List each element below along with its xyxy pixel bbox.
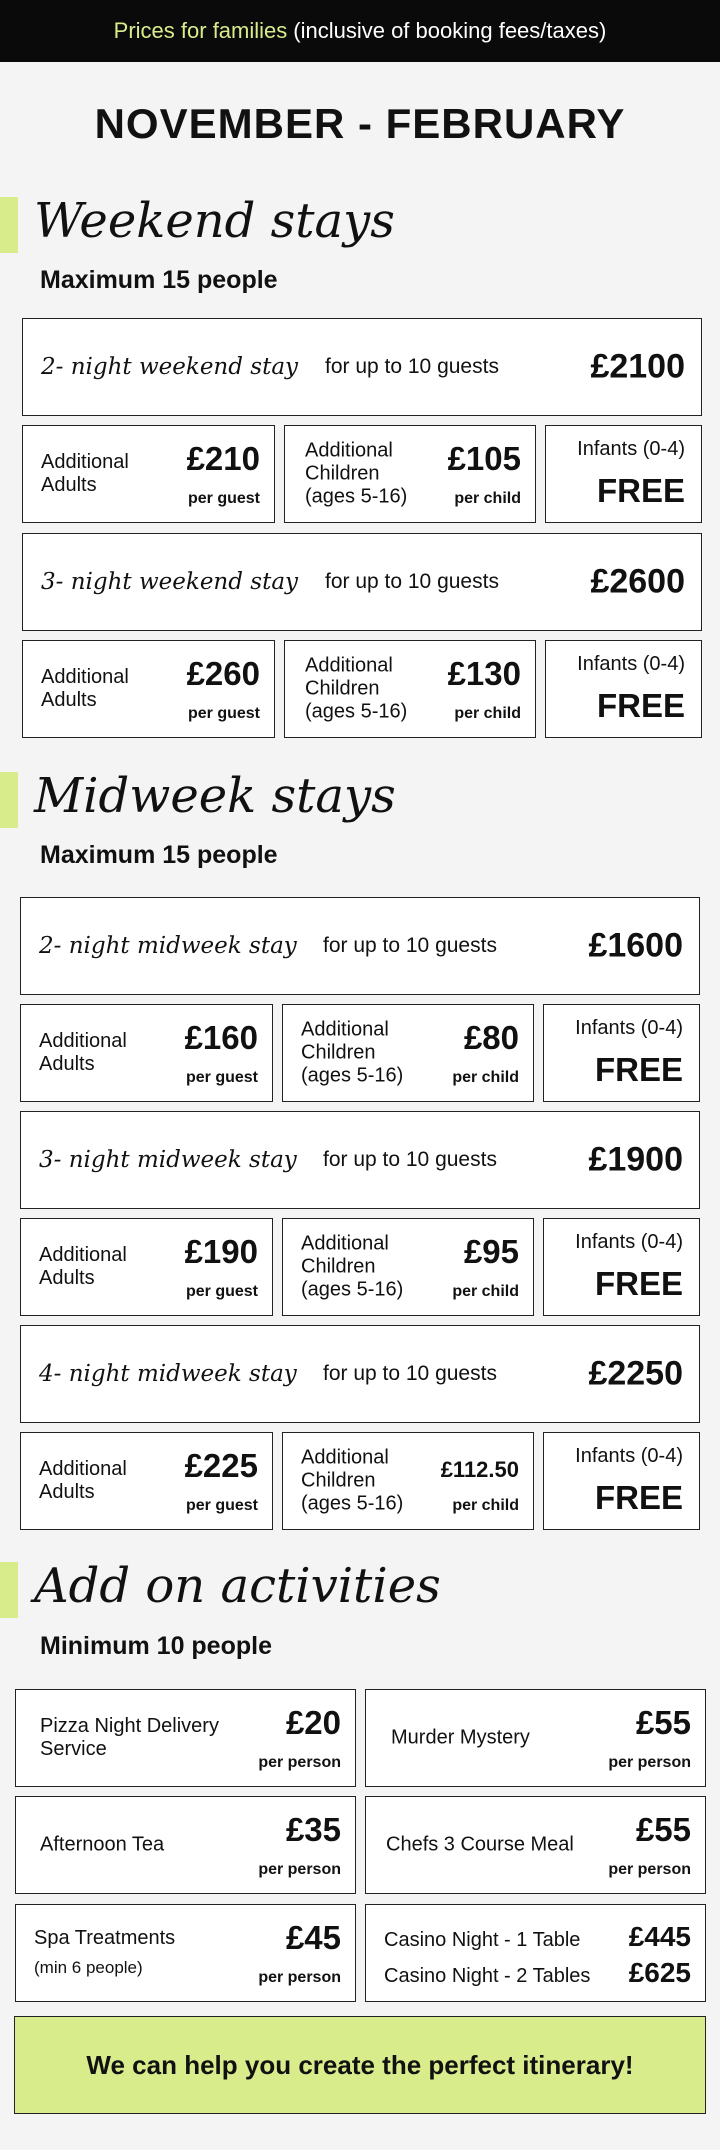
additional-children-unit: per child (452, 1283, 519, 1300)
weekend-title: Weekend stays (34, 193, 395, 249)
stay-price: £1900 (588, 1140, 683, 1179)
additional-adults-unit: per guest (187, 705, 260, 722)
additional-children-price: £130 (447, 655, 521, 692)
additional-adults-label: Additional Adults (39, 1030, 127, 1075)
banner-text: (inclusive of booking fees/taxes) (293, 18, 607, 43)
infants-label: Infants (0-4) (575, 1231, 683, 1253)
additional-children-card (284, 425, 536, 523)
additional-children-label: Additional Children (ages 5-16) (301, 1232, 404, 1301)
stay-guests: for up to 10 guests (323, 1148, 497, 1171)
additional-children-price: £112.50 (440, 1457, 519, 1482)
activity-price: £45 (285, 1919, 341, 1956)
infants-value: FREE (594, 1265, 683, 1302)
activity-unit: per person (258, 1969, 341, 1986)
additional-adults-price: £190 (184, 1233, 258, 1270)
casino-2-label: Casino Night - 2 Tables (384, 1965, 591, 1987)
activity-unit: per person (608, 1861, 691, 1878)
addons-subtitle: Minimum 10 people (40, 1632, 272, 1660)
additional-children-unit: per child (454, 490, 521, 507)
additional-adults-card (20, 1432, 273, 1530)
infants-card (545, 640, 702, 738)
activity-unit: per person (608, 1754, 691, 1771)
additional-adults-unit: per guest (185, 1497, 258, 1514)
additional-adults-price: £260 (186, 655, 260, 692)
activity-unit: per person (258, 1861, 341, 1878)
stay-name: 3- night weekend stay (41, 569, 299, 595)
stay-price: £1600 (588, 926, 683, 965)
infants-card (545, 425, 702, 523)
additional-adults-unit: per guest (185, 1283, 258, 1300)
additional-adults-price: £210 (186, 440, 260, 477)
top-banner (0, 0, 720, 62)
banner-accent-text: Prices for families (113, 18, 288, 43)
additional-adults-label: Additional Adults (39, 1458, 127, 1503)
additional-adults-price: £225 (184, 1447, 258, 1484)
casino-1-label: Casino Night - 1 Table (384, 1929, 581, 1951)
additional-children-card (282, 1432, 534, 1530)
activity-label: Chefs 3 Course Meal (386, 1833, 574, 1856)
infants-label: Infants (0-4) (575, 1445, 683, 1467)
additional-adults-label: Additional Adults (39, 1244, 127, 1289)
itinerary-cta: We can help you create the perfect itinerary! (14, 2016, 706, 2114)
infants-label: Infants (0-4) (577, 653, 685, 675)
additional-children-unit: per child (454, 705, 521, 722)
additional-children-label: Additional Children (ages 5-16) (301, 1018, 404, 1087)
section-accent-bar (0, 197, 18, 253)
activity-label: Afternoon Tea (40, 1833, 165, 1856)
weekend-subtitle: Maximum 15 people (40, 266, 278, 294)
infants-value: FREE (596, 472, 685, 509)
stay-name: 3- night midweek stay (39, 1147, 297, 1173)
infants-label: Infants (0-4) (577, 438, 685, 460)
activity-label: Pizza Night Delivery Service (40, 1715, 219, 1760)
stay-guests: for up to 10 guests (325, 355, 499, 378)
stay-card (20, 1111, 700, 1209)
additional-children-unit: per child (452, 1069, 519, 1086)
activity-price: £55 (635, 1811, 691, 1848)
activity-card-chefs-meal (365, 1796, 706, 1894)
additional-adults-card (22, 425, 275, 523)
activity-price: £20 (285, 1704, 341, 1741)
stay-card (22, 533, 702, 631)
additional-adults-label: Additional Adults (41, 451, 129, 496)
casino-1-price: £445 (628, 1921, 691, 1952)
activity-card-casino (365, 1904, 706, 2002)
additional-children-price: £95 (463, 1233, 519, 1270)
stay-card (22, 318, 702, 416)
additional-adults-unit: per guest (185, 1069, 258, 1086)
stay-price: £2250 (588, 1354, 683, 1393)
activity-label (34, 1927, 244, 1979)
infants-card (543, 1432, 700, 1530)
spa-note: (min 6 people) (34, 1958, 143, 1977)
infants-value: FREE (594, 1479, 683, 1516)
additional-children-label: Additional Children (ages 5-16) (301, 1446, 404, 1515)
additional-children-label: Additional Children (ages 5-16) (305, 654, 408, 723)
activity-label: Murder Mystery (391, 1726, 530, 1749)
additional-children-card (282, 1218, 534, 1316)
stay-name: 2- night weekend stay (41, 354, 299, 380)
additional-children-price: £80 (463, 1019, 519, 1056)
stay-guests: for up to 10 guests (325, 570, 499, 593)
section-accent-bar (0, 1562, 18, 1618)
infants-card (543, 1004, 700, 1102)
additional-children-card (282, 1004, 534, 1102)
additional-adults-unit: per guest (187, 490, 260, 507)
casino-row-1 (384, 1921, 691, 1953)
additional-children-price: £105 (447, 440, 521, 477)
stay-price: £2100 (590, 347, 685, 386)
additional-adults-card (20, 1004, 273, 1102)
midweek-title: Midweek stays (34, 768, 396, 824)
activity-card-murder-mystery (365, 1689, 706, 1787)
stay-name: 2- night midweek stay (39, 933, 297, 959)
midweek-subtitle: Maximum 15 people (40, 841, 278, 869)
infants-card (543, 1218, 700, 1316)
additional-adults-card (22, 640, 275, 738)
additional-children-card (284, 640, 536, 738)
activity-price: £35 (285, 1811, 341, 1848)
spa-label: Spa Treatments (34, 1927, 176, 1949)
activity-card-afternoon-tea (15, 1796, 356, 1894)
infants-value: FREE (594, 1051, 683, 1088)
activity-unit: per person (258, 1754, 341, 1771)
addons-title: Add on activities (34, 1558, 441, 1614)
stay-guests: for up to 10 guests (323, 934, 497, 957)
additional-children-label: Additional Children (ages 5-16) (305, 439, 408, 508)
additional-adults-price: £160 (184, 1019, 258, 1056)
activity-card-pizza (15, 1689, 356, 1787)
season-heading: NOVEMBER - FEBRUARY (94, 100, 626, 147)
stay-price: £2600 (590, 562, 685, 601)
additional-adults-label: Additional Adults (41, 666, 129, 711)
section-accent-bar (0, 772, 18, 828)
stay-name: 4- night midweek stay (39, 1361, 297, 1387)
stay-card (20, 1325, 700, 1423)
infants-value: FREE (596, 687, 685, 724)
stay-guests: for up to 10 guests (323, 1362, 497, 1385)
additional-adults-card (20, 1218, 273, 1316)
casino-row-2 (384, 1957, 691, 1989)
stay-card (20, 897, 700, 995)
casino-2-price: £625 (628, 1957, 691, 1988)
activity-price: £55 (635, 1704, 691, 1741)
additional-children-unit: per child (452, 1497, 519, 1514)
infants-label: Infants (0-4) (575, 1017, 683, 1039)
activity-card-spa (15, 1904, 356, 2002)
